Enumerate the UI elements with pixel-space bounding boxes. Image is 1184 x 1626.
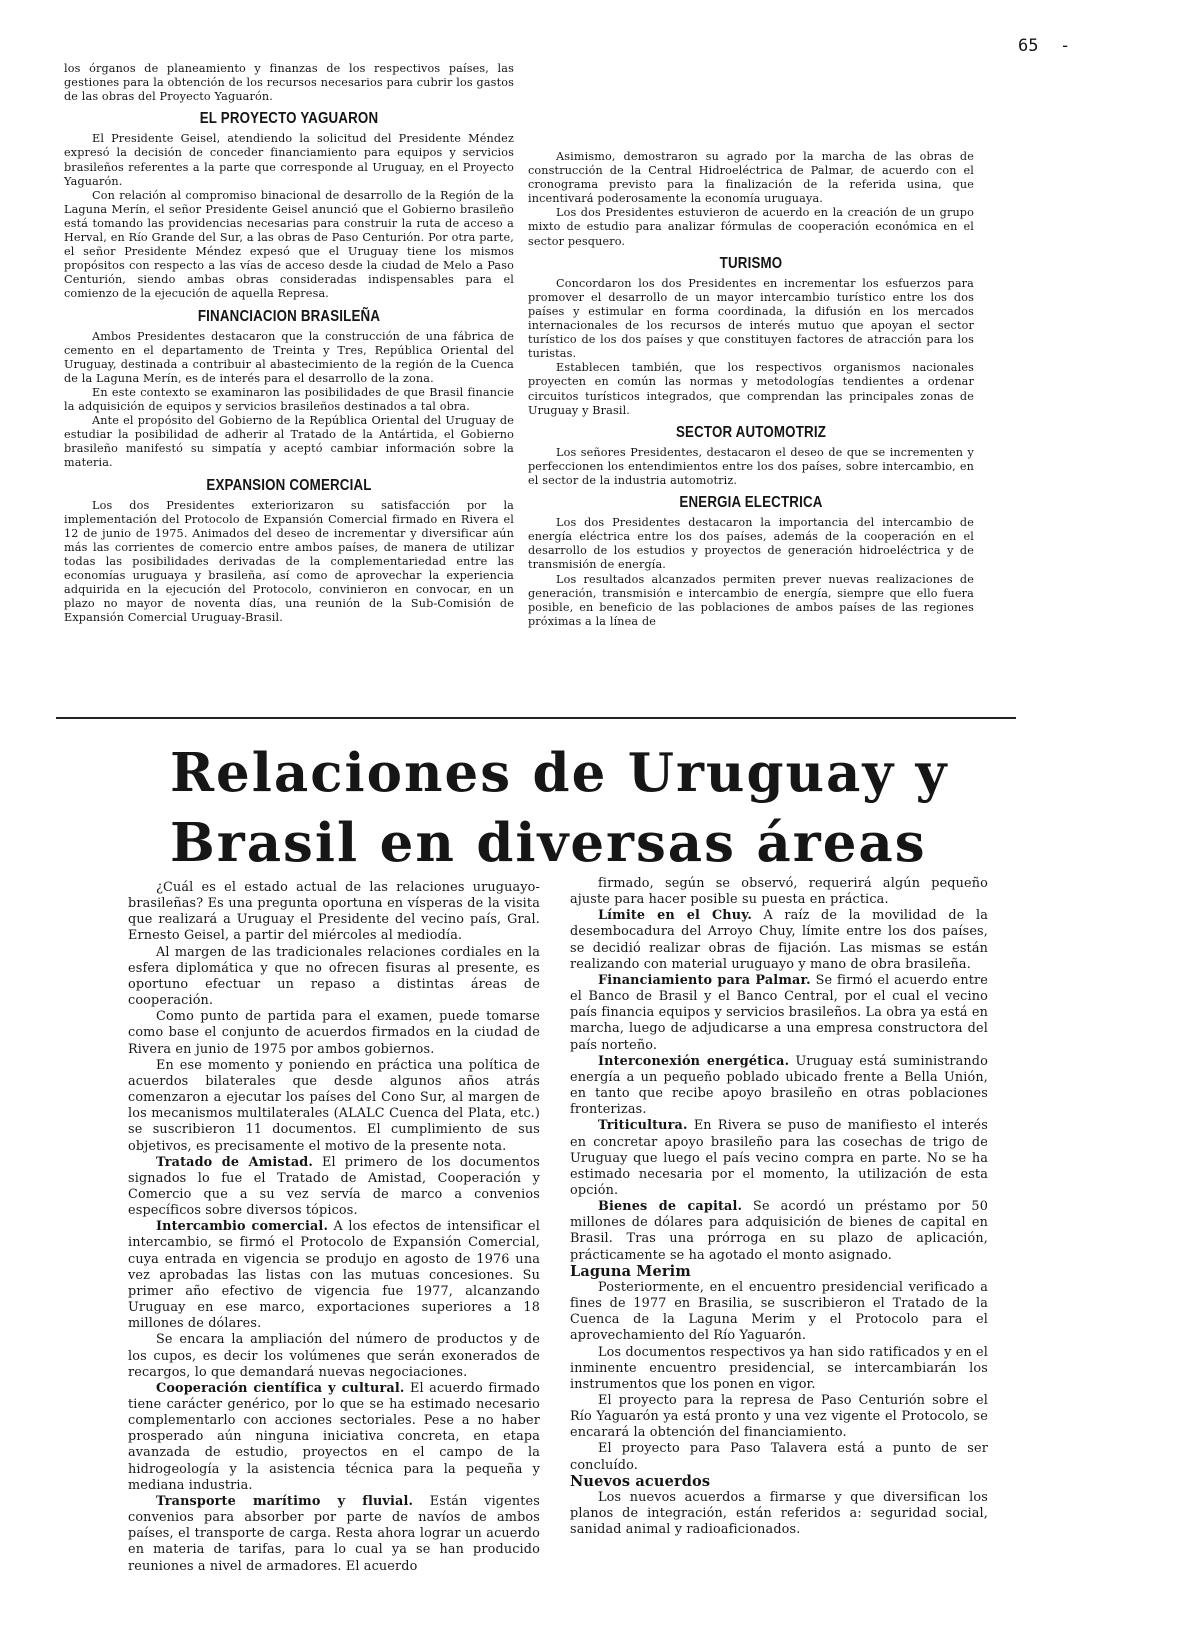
clipping-section-paragraph: Establecen también, que los respectivos organismos nacionales proyecten en común las normas y metodologías tendientes a ordenar circuitos turísticos integrados, que comprendan las principales zonas de Uruguay y Brasil. — [528, 361, 974, 417]
paragraph-lead: Interconexión energética. — [598, 1053, 790, 1069]
nuevos-heading: Nuevos acuerdos — [570, 1472, 711, 1490]
paragraph-lead: Transporte marítimo y fluvial. — [156, 1493, 414, 1509]
page-number: 65 — [1018, 36, 1039, 56]
paragraph-text: Se firmó el acuerdo entre el Banco de Brasil y el Banco Central, por el cual el vecino país financia equipos y servicios brasileños. La obra ya está en marcha, luego de adjudicarse a una empresa constructora del país norteño. — [570, 972, 988, 1053]
paragraph-text: Se acordó un préstamo por 50 millones de dólares para adquisición de bienes de capital en Brasil. Tras una prórroga en su plazo de aplicación, prácticamente se ha agotado el monto asignado. — [570, 1199, 988, 1263]
paragraph-lead: Bienes de capital. — [598, 1199, 743, 1215]
paragraph-text: Uruguay está suministrando energía a un pequeño poblado ubicado frente a Bella Unión, en tanto que recibe apoyo brasileño en otras poblaciones fronterizas. — [570, 1053, 988, 1118]
paragraph-text: A los efectos de intensificar el intercambio, se firmó el Protocolo de Expansión Comercial, cuya entrada en vigencia se produjo en agosto de 1976 una vez aprobadas las listas con las mutuas concesiones. Su primer año efectivo de vigencia fue 1977, alcanzando Uruguay en ese marco, exportaciones superiores a 18 millones de dólares. — [128, 1219, 540, 1332]
article-paragraph: El proyecto para la represa de Paso Centurión sobre el Río Yaguarón ya está pronto y una vez vigente el Protocolo, se encarará la obtención del financiamiento. — [570, 1393, 988, 1441]
paragraph-lead: Límite en el Chuy. — [598, 908, 752, 924]
article-paragraph — [128, 1058, 540, 1155]
clipping-section-paragraph: Concordaron los dos Presidentes en incrementar los esfuerzos para promover el desarrollo de un mayor intercambio turístico entre los dos países y estimular en forma coordinada, la difusión en los mercados internacionales de los recursos de interés mutuo que apoyan el sector turístico de los dos países y que constituyen factores de atracción para los turistas. — [528, 276, 974, 361]
clipping-intro: los órganos de planeamiento y finanzas de los respectivos países, las gestiones para la obtención de los recursos necesarios para cubrir los gastos de las obras del Proyecto Yaguarón. — [64, 62, 514, 104]
paragraph-lead: Financiamiento para Palmar. — [598, 972, 811, 988]
article-paragraph: El proyecto para Paso Talavera está a punto de ser concluído. — [570, 1441, 988, 1473]
top-clipping-right-column — [528, 150, 974, 629]
paragraph-text: Se encara la ampliación del número de productos y de los cupos, es decir los volúmenes que serán exonerados de recargos, lo que demandará nuevas negociaciones. — [128, 1332, 540, 1380]
clipping-section-heading: EL PROYECTO YAGUARON — [199, 110, 379, 128]
article-right-column — [570, 876, 988, 1538]
paragraph-lead: Tratado de Amistad. — [156, 1154, 313, 1170]
paragraph-text: El primero de los documentos signados lo fue el Tratado de Amistad, Cooperación y Comercio que a su vez servía de marco a convenios específicos sobre diversos tópicos. — [128, 1154, 540, 1219]
headline-line-1: Relaciones de Uruguay y — [170, 742, 949, 804]
clipping-section-heading: FINANCIACION BRASILEÑA — [197, 307, 381, 325]
page-dash: - — [1060, 36, 1071, 56]
clipping-section-heading: SECTOR AUTOMOTRIZ — [675, 423, 827, 441]
clipping-paragraph: Asimismo, demostraron su agrado por la marcha de las obras de construcción de la Central Hidroeléctrica de Palmar, de acuerdo con el cronograma previsto para la finalización de la referida usina, que incentivará poderosamente la economía uruguaya. — [528, 150, 974, 206]
paragraph-lead: Intercambio comercial. — [156, 1219, 329, 1235]
clipping-section-paragraph: Los dos Presidentes destacaron la importancia del intercambio de energía eléctrica entre los dos países, además de la cooperación en el desarrollo de los estudios y proyectos de generación hidroeléctrica y de transmisión de energía. — [528, 516, 974, 572]
clipping-section-heading: TURISMO — [719, 254, 783, 272]
clipping-section-heading: ENERGIA ELECTRICA — [679, 494, 823, 512]
paragraph-text: Como punto de partida para el examen, puede tomarse como base el conjunto de acuerdos firmados en la ciudad de Rivera en junio de 1975 por ambos gobiernos. — [128, 1009, 540, 1057]
article-paragraph — [570, 1054, 988, 1119]
laguna-heading: Laguna Merim — [570, 1262, 691, 1280]
paragraph-text: ¿Cuál es el estado actual de las relaciones uruguayo-brasileñas? Es una pregunta oportuna en vísperas de la visita que realizará a Uruguay el Presidente del vecino país, Gral. Ernesto Geisel, a partir del miércoles al mediodía. — [128, 880, 540, 944]
clipping-section-heading: EXPANSION COMERCIAL — [206, 476, 372, 494]
paragraph-lead: Triticultura. — [598, 1118, 688, 1134]
article-paragraph: Posteriormente, en el encuentro presidencial verificado a fines de 1977 en Brasilia, se suscribieron el Tratado de la Cuenca de la Laguna Merim y el Protocolo para el aprovechamiento del Río Yaguarón. — [570, 1279, 988, 1344]
article-headline — [170, 738, 1030, 878]
paragraph-text: El acuerdo firmado tiene carácter genérico, por lo que se ha estimado necesario complementarlo con acciones sectoriales. Pese a no haber prosperado aún ninguna iniciativa concreta, en etapa avanzada de estudio, proyectos en el campo de la hidrogeología y la asistencia técnica para la pequeña y mediana industria. — [128, 1380, 540, 1493]
article-paragraph — [128, 945, 540, 1010]
separator-rule — [56, 717, 1016, 719]
article-paragraph — [570, 908, 988, 973]
article-paragraph — [570, 876, 988, 908]
paragraph-text: Están vigentes convenios para absorber por parte de navíos de ambos países, el transporte de carga. Resta ahora lograr un acuerdo en materia de tarifas, para lo cual ya se han producido reuniones a nivel de armadores. El acuerdo — [128, 1493, 540, 1574]
paragraph-text: firmado, según se observó, requerirá algún pequeño ajuste para hacer posible su puesta en práctica. — [570, 876, 988, 908]
article-paragraph: Los documentos respectivos ya han sido ratificados y en el inminente encuentro presidencial, se intercambiarán los instrumentos que los ponen en vigor. — [570, 1344, 988, 1392]
clipping-section-paragraph: En este contexto se examinaron las posibilidades de que Brasil financie la adquisición de equipos y servicios brasileños destinados a tal obra. — [64, 385, 514, 414]
clipping-section-paragraph: El Presidente Geisel, atendiendo la solicitud del Presidente Méndez expresó la decisión de conceder financiamiento para equipos y servicios brasileños referentes a la parte que corresponde al Uruguay, en el Proyecto Yaguarón. — [64, 132, 514, 188]
article-paragraph — [128, 1009, 540, 1057]
paragraph-text: En Rivera se puso de manifiesto el interés en concretar apoyo brasileño para las cosechas de trigo de Uruguay que luego el país vecino compra en parte. No se ha estimado necesaria por el momento, la utilización de esta opción. — [570, 1118, 988, 1198]
paragraph-text: Al margen de las tradicionales relaciones cordiales en la esfera diplomática y que no ofrecen fisuras al presente, es oportuno efectuar un repaso a distintas áreas de cooperación. — [128, 944, 540, 1009]
article-paragraph — [570, 1199, 988, 1264]
clipping-section-paragraph: Ante el propósito del Gobierno de la República Oriental del Uruguay de estudiar la posibilidad de adherir al Tratado de la Antártida, el Gobierno brasileño manifestó su simpatía y aceptó cambiar información sobre la materia. — [64, 414, 514, 470]
clipping-section-paragraph: Con relación al compromiso binacional de desarrollo de la Región de la Laguna Merín, el señor Presidente Geisel anunció que el Gobierno brasileño está tomando las providencias necesarias para construir la ruta de acceso a Herval, en Río Grande del Sur, a las obras de Paso Centurión. Por otra parte, el señor Presidente Méndez expesó que el Uruguay tiene los mismos propósitos con respecto a las vías de acceso desde la ciudad de Melo a Paso Centurión, siendo ambas obras consideradas indispensables para el comienzo de la ejecución de aquella Represa. — [64, 188, 514, 301]
paragraph-text: A raíz de la movilidad de la desembocadura del Arroyo Chuy, límite entre los dos países, se decidió realizar obras de fijación. Las mismas se están realizando con material uruguayo y mano de obra brasileña. — [570, 908, 988, 972]
clipping-paragraph: Los dos Presidentes estuvieron de acuerdo en la creación de un grupo mixto de estudio para analizar fórmulas de cooperación económica en el sector pesquero. — [528, 206, 974, 248]
article-paragraph — [128, 1381, 540, 1494]
article-left-column — [128, 880, 540, 1575]
article-paragraph — [570, 1118, 988, 1199]
article-paragraph — [128, 1219, 540, 1332]
paragraph-text: En ese momento y poniendo en práctica una política de acuerdos bilaterales que desde algunos años atrás comenzaron a ejecutar los países del Cono Sur, al margen de los mecanismos multilaterales (ALALC Cuenca del Plata, etc.) se suscribieron 11 documentos. El cumplimiento de sus objetivos, es precisamente el motivo de la presente nota. — [128, 1057, 540, 1154]
top-clipping-left-column — [64, 62, 514, 625]
clipping-section-paragraph: Los señores Presidentes, destacaron el deseo de que se incrementen y perfeccionen los entendimientos entre los dos países, sobre intercambio, en el sector de la industria automotriz. — [528, 445, 974, 487]
article-paragraph — [128, 1494, 540, 1575]
headline-line-2: Brasil en diversas áreas — [170, 812, 927, 874]
article-paragraph: Los nuevos acuerdos a firmarse y que diversifican los planos de integración, están referidos a: seguridad social, sanidad animal y radioaficionados. — [570, 1489, 988, 1538]
clipping-section-paragraph: Los resultados alcanzados permiten prever nuevas realizaciones de generación, transmisión e intercambio de energía, siempre que ello fuera posible, en beneficio de las poblaciones de ambos países de las regiones próximas a la línea de — [528, 572, 974, 628]
clipping-section-paragraph: Ambos Presidentes destacaron que la construcción de una fábrica de cemento en el departamento de Treinta y Tres, República Oriental del Uruguay, destinada a contribuir al abastecimiento de la región de la Cuenca de la Laguna Merín, es de interés para el desarrollo de la zona. — [64, 329, 514, 385]
paragraph-lead: Cooperación científica y cultural. — [156, 1380, 405, 1396]
article-paragraph — [570, 973, 988, 1054]
article-paragraph — [128, 1332, 540, 1380]
article-paragraph — [128, 1155, 540, 1220]
clipping-section-paragraph: Los dos Presidentes exteriorizaron su satisfacción por la implementación del Protocolo de Expansión Comercial firmado en Rivera el 12 de junio de 1975. Animados del deseo de incrementar y diversificar aún más las corrientes de comercio entre ambos países, de manera de utilizar todas las posibilidades derivadas de la complementariedad entre las economías uruguaya y brasileña, así como de aprovechar la experiencia adquirida en la ejecución del Protocolo, convinieron en convocar, en un plazo no mayor de noventa días, una reunión de la Sub-Comisión de Expansión Comercial Uruguay-Brasil. — [64, 498, 514, 625]
article-paragraph — [128, 880, 540, 945]
